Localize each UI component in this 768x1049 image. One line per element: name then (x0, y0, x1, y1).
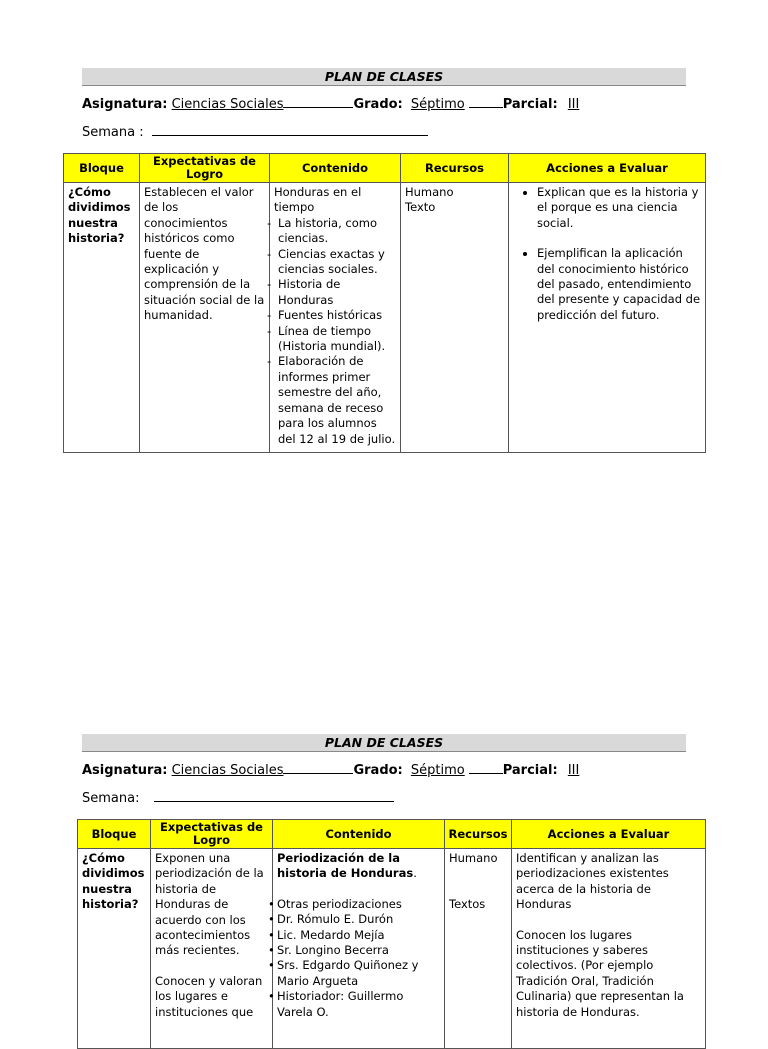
acciones-list (513, 185, 701, 323)
bloque-cell: ¿Cómo dividimos nuestra historia? (78, 849, 151, 1049)
recurso-item: Humano (405, 185, 454, 199)
plan-meta-line (82, 97, 627, 112)
plan-title: PLAN DE CLASES (82, 68, 686, 86)
list-item: • Otras periodizaciones (277, 897, 440, 912)
accion-text: Identifican y analizan las periodizaciones existentes acerca de la historia de Honduras (516, 851, 669, 912)
asignatura-label: Asignatura: (82, 97, 168, 112)
list-item: - Elaboración de informes primer semestre del año, semana de receso para los alumnos del 12 al 19 de julio. (274, 354, 396, 446)
asignatura-value: Ciencias Sociales (171, 97, 284, 112)
acciones-cell (509, 183, 706, 453)
list-item: - La historia, como ciencias. (274, 216, 396, 247)
recursos-cell (445, 849, 512, 1049)
acciones-cell (512, 849, 706, 1049)
expectativa-text: Exponen una periodización de la historia de Honduras de acuerdo con los acontecimientos más recientes. (155, 851, 264, 958)
grado-label: Grado: (353, 97, 403, 112)
list-item: • Explican que es la historia y el porque es una ciencia social. (537, 185, 701, 231)
plan-title: PLAN DE CLASES (82, 734, 686, 752)
recurso-item: Texto (405, 200, 436, 215)
list-item: - Ciencias exactas y ciencias sociales. (274, 247, 396, 278)
contenido-intro: Honduras en el tiempo (274, 185, 362, 215)
list-item: - Fuentes históricas (274, 308, 396, 323)
semana-label: Semana : (82, 125, 144, 140)
header-acciones: Acciones a Evaluar (512, 820, 706, 849)
list-item: • Dr. Rómulo E. Durón (277, 912, 440, 927)
recurso-item: Humano (449, 851, 498, 865)
semana-blank (152, 134, 428, 136)
contenido-cell (273, 849, 445, 1049)
list-item: • Srs. Edgardo Quiñonez y Mario Argueta (277, 958, 440, 989)
contenido-list (274, 216, 396, 447)
header-acciones: Acciones a Evaluar (509, 154, 706, 183)
parcial-label: Parcial: (502, 763, 558, 778)
contenido-cell (270, 183, 401, 453)
expectativa-cell: Establecen el valor de los conocimientos históricos como fuente de explicación y comprensión de la situación social de la humanidad. (140, 183, 270, 453)
header-bloque: Bloque (64, 154, 140, 183)
semana-line (82, 791, 394, 806)
recurso-item: Textos (449, 897, 486, 912)
header-contenido: Contenido (273, 820, 445, 849)
parcial-value: III (567, 763, 580, 778)
parcial-label: Parcial: (502, 97, 558, 112)
grado-value: Séptimo (410, 763, 465, 778)
grado-value: Séptimo (410, 97, 465, 112)
header-recursos: Recursos (401, 154, 509, 183)
asignatura-label: Asignatura: (82, 763, 168, 778)
plan-meta-line (82, 763, 627, 778)
header-contenido: Contenido (270, 154, 401, 183)
header-expectativas: Expectativas de Logro (151, 820, 273, 849)
recursos-cell (401, 183, 509, 453)
contenido-heading: Periodización de la historia de Honduras. (277, 851, 417, 881)
contenido-list (277, 897, 440, 1020)
list-item: • Lic. Medardo Mejía (277, 928, 440, 943)
asignatura-value: Ciencias Sociales (171, 763, 284, 778)
semana-label: Semana: (82, 791, 140, 806)
list-item: - Línea de tiempo (Historia mundial). (274, 324, 396, 355)
header-expectativas: Expectativas de Logro (140, 154, 270, 183)
list-item: - Historia de Honduras (274, 277, 396, 308)
plan-table (63, 153, 706, 453)
header-bloque: Bloque (78, 820, 151, 849)
semana-blank (154, 800, 394, 802)
accion-text: Conocen los lugares instituciones y saberes colectivos. (Por ejemplo Tradición Oral, Tradición Culinaria) que representan la historia de Honduras. (516, 927, 684, 1019)
bloque-cell: ¿Cómo dividimos nuestra historia? (64, 183, 140, 453)
expectativa-text: Conocen y valoran los lugares e instituciones que (155, 973, 263, 1019)
parcial-value: III (567, 97, 580, 112)
plan-table (77, 819, 706, 1049)
list-item: • Sr. Longino Becerra (277, 943, 440, 958)
list-item: • Ejemplifican la aplicación del conocimiento histórico del pasado, entendimiento del presente y capacidad de predicción del futuro. (537, 246, 701, 323)
list-item: • Historiador: Guillermo Varela O. (277, 989, 440, 1020)
grado-label: Grado: (353, 763, 403, 778)
expectativa-cell (151, 849, 273, 1049)
semana-line (82, 125, 428, 140)
header-recursos: Recursos (445, 820, 512, 849)
